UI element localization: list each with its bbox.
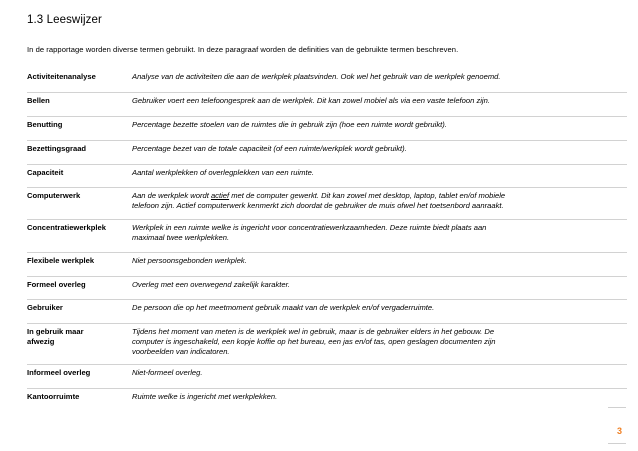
- page-number: 3: [617, 426, 623, 436]
- term-row: [27, 141, 627, 165]
- term-name: In gebruik maar afwezig: [27, 327, 84, 346]
- term-name: Flexibele werkplek: [27, 256, 95, 265]
- section-intro: In de rapportage worden diverse termen gebruikt. In deze paragraaf worden de definities van de gebruikte termen beschreven.: [27, 45, 459, 54]
- term-definition: Percentage bezette stoelen van de ruimtes die in gebruik zijn (hoe een ruimte wordt gebruikt).: [132, 120, 447, 129]
- term-definition: Niet persoonsgebonden werkplek.: [132, 256, 247, 265]
- term-definition: Percentage bezet van de totale capaciteit (of een ruimte/werkplek wordt gebruikt).: [132, 144, 407, 153]
- term-row: [27, 117, 627, 141]
- term-row: [27, 324, 627, 365]
- term-definition-emphasis: actief: [210, 191, 230, 200]
- terms-table: [27, 69, 627, 405]
- term-name: Gebruiker: [27, 303, 63, 312]
- term-definition: De persoon die op het meetmoment gebruik maakt van de werkplek en/of vergaderruimte.: [132, 303, 435, 312]
- term-name: Capaciteit: [27, 168, 64, 177]
- term-name: Formeel overleg: [27, 280, 86, 289]
- term-definition: Werkplek in een ruimte welke is ingericht voor concentratiewerkzaamheden. Deze ruimte biedt plaats aan maximaal twee werkplekken.: [132, 223, 487, 242]
- footer-divider-top: [608, 407, 626, 408]
- term-row: [27, 300, 627, 324]
- term-row: [27, 188, 627, 220]
- term-row: [27, 389, 627, 405]
- term-definition: Overleg met een overwegend zakelijk karakter.: [132, 280, 290, 289]
- term-row: [27, 69, 627, 93]
- term-name: Bellen: [27, 96, 50, 105]
- term-definition: Aantal werkplekken of overlegplekken van een ruimte.: [132, 168, 314, 177]
- term-definition: Gebruiker voert een telefoongesprek aan de werkplek. Dit kan zowel mobiel als via een vaste telefoon zijn.: [132, 96, 490, 105]
- term-name: Bezettingsgraad: [27, 144, 87, 153]
- term-row: [27, 365, 627, 389]
- term-definition: Ruimte welke is ingericht met werkplekken.: [132, 392, 278, 401]
- term-row: [27, 165, 627, 188]
- term-row: [27, 93, 627, 117]
- term-definition-part: met de computer gewerkt. Dit kan zowel met desktop, laptop, tablet en/of mobiele telefoon zijn. Actief computerwerk kenmerkt zich doordat de gebruiker de muis ofwel het toetsenbord aanraakt.: [132, 191, 506, 210]
- term-definition: [132, 188, 592, 211]
- term-row: [27, 253, 627, 277]
- term-name: Kantoorruimte: [27, 392, 80, 401]
- term-name: Informeel overleg: [27, 368, 91, 377]
- term-name: Computerwerk: [27, 191, 81, 200]
- term-row: [27, 277, 627, 300]
- section-heading: 1.3 Leeswijzer: [27, 14, 102, 26]
- term-row: [27, 220, 627, 253]
- term-definition-part: Aan de werkplek wordt: [132, 191, 211, 200]
- term-definition: Tijdens het moment van meten is de werkplek wel in gebruik, maar is de gebruiker elders in het gebouw. De computer is ingeschakeld, een kopje koffie op het bureau, een jas en/of tas, open geslagen documenten zijn voorbeelden van indicatoren.: [132, 327, 496, 356]
- term-name: Benutting: [27, 120, 63, 129]
- footer-divider-bottom: [608, 443, 626, 444]
- term-name: Concentratiewerkplek: [27, 223, 106, 232]
- term-name: Activiteitenanalyse: [27, 72, 96, 81]
- term-definition: Analyse van de activiteiten die aan de werkplek plaatsvinden. Ook wel het gebruik van de werkplek genoemd.: [132, 72, 501, 81]
- term-definition: Niet-formeel overleg.: [132, 368, 203, 377]
